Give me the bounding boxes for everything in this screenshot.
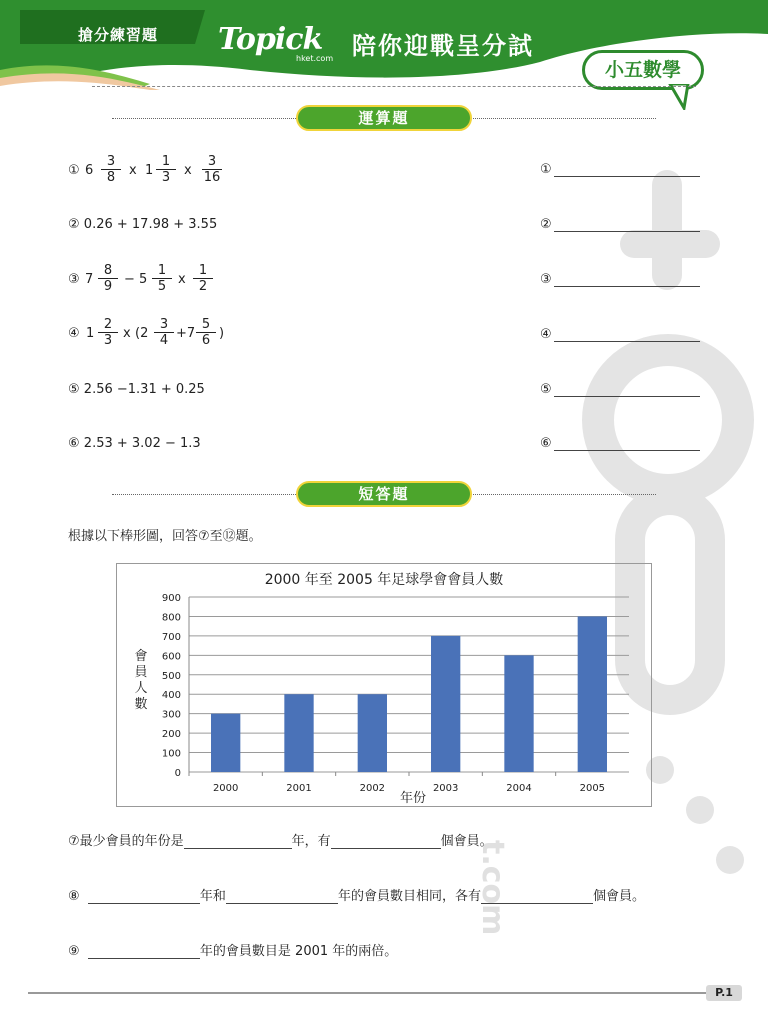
watermark-url: t.com <box>475 840 510 936</box>
chart-title: 2000 年至 2005 年足球學會會員人數 <box>264 572 504 588</box>
y-tick-label: 400 <box>161 690 181 702</box>
answer-number: ② <box>540 217 552 232</box>
y-tick-label: 500 <box>161 670 181 682</box>
answer-number: ④ <box>540 327 552 342</box>
fraction: $\frac{1}{3}$ <box>156 154 176 185</box>
header-divider <box>92 86 696 87</box>
speech-tail-icon <box>666 84 692 110</box>
y-label-char: 員 <box>134 665 148 680</box>
bar-chart <box>116 563 652 807</box>
bar-2004 <box>504 655 533 772</box>
x-tick-label: 2003 <box>432 783 459 794</box>
bar-2000 <box>211 714 240 772</box>
header-tag: 搶分練習題 <box>78 26 159 44</box>
grade-badge: 小五數學 <box>582 50 704 90</box>
answer-blank[interactable] <box>184 834 292 849</box>
bar-2003 <box>431 636 460 772</box>
answer-blank[interactable] <box>88 944 200 959</box>
chart-ylabel <box>134 649 147 712</box>
fraction: $\frac{3}{4}$ <box>154 317 174 348</box>
answer-blank[interactable] <box>331 834 441 849</box>
answer-line[interactable] <box>554 217 700 232</box>
fraction: $\frac{1}{2}$ <box>193 263 213 294</box>
x-tick-label: 2001 <box>286 783 312 794</box>
x-tick-label: 2004 <box>506 783 532 794</box>
answer-blank[interactable] <box>88 889 200 904</box>
answer-line[interactable] <box>554 162 700 177</box>
question-9: ⑨ 年的會員數目是 2001 年的兩倍。 <box>68 944 398 959</box>
answer-blank[interactable] <box>226 889 338 904</box>
header-title: 陪你迎戰呈分試 <box>352 32 534 60</box>
x-tick-label: 2005 <box>579 783 606 794</box>
answer-line[interactable] <box>554 382 700 397</box>
question-1: ① 6 $\frac{3}{8}$ x 1 $\frac{1}{3}$ x $\frac{3}{16}$ <box>68 154 221 185</box>
fraction: $\frac{2}{3}$ <box>98 317 118 348</box>
y-tick-label: 100 <box>161 748 181 760</box>
question-6: ⑥ 2.53 + 3.02 − 1.3 <box>68 436 201 451</box>
y-tick-label: 900 <box>161 593 181 604</box>
chart-canvas <box>117 564 651 806</box>
answer-line[interactable] <box>554 327 700 342</box>
question-5: ⑤ 2.56 −1.31 + 0.25 <box>68 382 205 397</box>
section1-title: 運算題 <box>296 105 472 131</box>
question-7: ⑦最少會員的年份是 年，有 個會員。 <box>68 834 493 849</box>
answer-number: ① <box>540 162 552 177</box>
answer-number: ⑤ <box>540 382 552 397</box>
fraction: $\frac{5}{6}$ <box>196 317 216 348</box>
y-tick-label: 700 <box>161 631 181 643</box>
y-label-char: 數 <box>134 697 148 712</box>
answer-number: ③ <box>540 272 552 287</box>
section2-title: 短答題 <box>296 481 472 507</box>
logo-subtitle: hket.com <box>296 54 334 63</box>
answer-number: ⑥ <box>540 436 552 451</box>
footer-divider <box>28 992 708 994</box>
y-tick-label: 300 <box>161 709 181 721</box>
answer-line[interactable] <box>554 436 700 451</box>
answer-blank[interactable] <box>481 889 593 904</box>
bar-2005 <box>578 616 607 772</box>
question-8: ⑧ 年和 年的會員數目相同，各有 個會員。 <box>68 889 645 904</box>
question-4: ④ 1 $\frac{2}{3}$ x (2 $\frac{3}{4}$ +7 $\frac{5}{6}$ ) <box>68 317 225 348</box>
fraction: $\frac{1}{5}$ <box>152 263 172 294</box>
answer-line[interactable] <box>554 272 700 287</box>
chart-xlabel: 年份 <box>399 791 427 806</box>
fraction: $\frac{8}{9}$ <box>98 263 118 294</box>
y-tick-label: 200 <box>161 729 181 741</box>
topick-logo: Topick <box>218 22 323 57</box>
intro-text: 根據以下棒形圖，回答⑦至⑫題。 <box>68 529 262 544</box>
fraction: $\frac{3}{8}$ <box>101 154 121 185</box>
bar-2002 <box>358 694 387 772</box>
y-label-char: 會 <box>134 649 148 664</box>
x-tick-label: 2002 <box>359 783 386 794</box>
bar-2001 <box>284 694 313 772</box>
y-tick-label: 600 <box>161 651 181 663</box>
y-label-char: 人 <box>134 681 148 696</box>
fraction: $\frac{3}{16}$ <box>203 154 221 185</box>
x-tick-label: 2000 <box>212 783 239 794</box>
y-tick-label: 0 <box>174 768 181 779</box>
question-2: ② 0.26 + 17.98 + 3.55 <box>68 217 218 232</box>
page-number: P.1 <box>706 985 742 1001</box>
y-tick-label: 800 <box>161 612 181 624</box>
question-3: ③ 7 $\frac{8}{9}$ − 5 $\frac{1}{5}$ x $\frac{1}{2}$ <box>68 263 268 299</box>
